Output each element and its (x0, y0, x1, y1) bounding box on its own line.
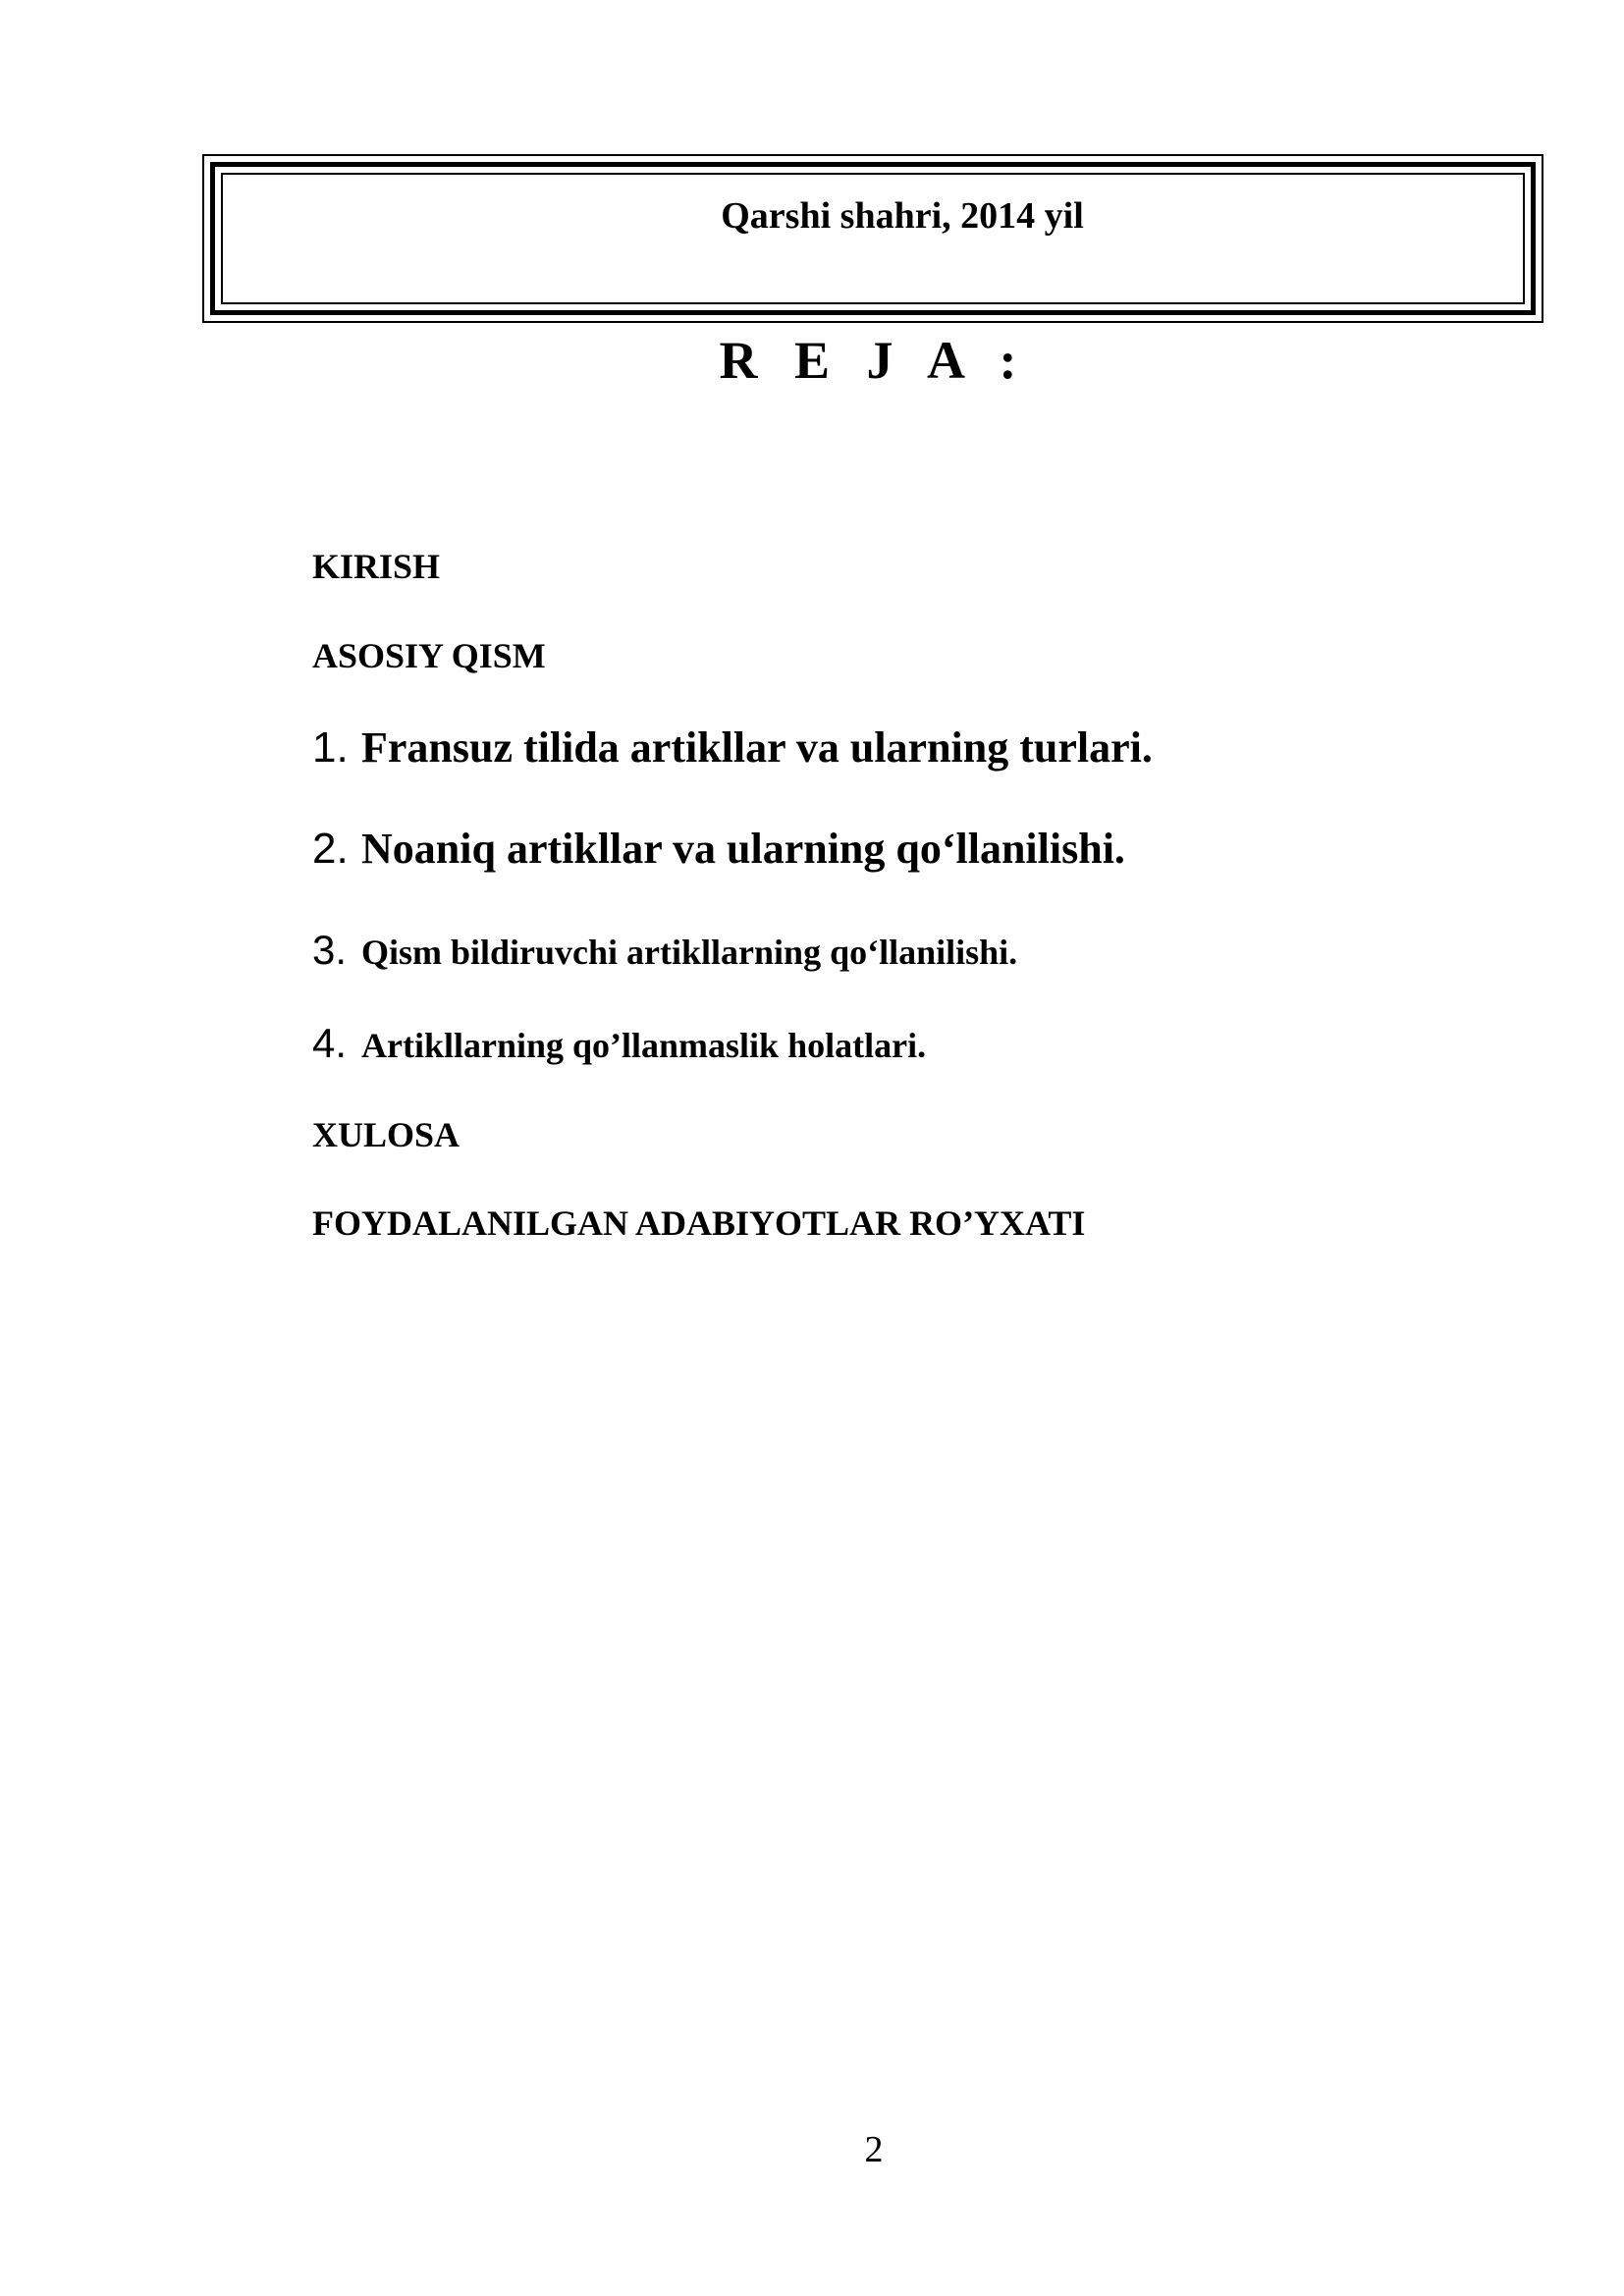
header-frame (202, 154, 1543, 323)
plan-title: R E J A : (719, 331, 1029, 390)
header-frame-middle-border (210, 162, 1536, 315)
toc-item-2 (312, 824, 1125, 875)
city-year: Qarshi shahri, 2014 yil (721, 195, 1084, 237)
page-number: 2 (864, 2129, 884, 2170)
toc-item-text: Noaniq artikllar va ularning qo‘llanilishi. (361, 825, 1125, 873)
toc-item-4 (312, 1021, 926, 1068)
toc-intro: KIRISH (312, 547, 441, 586)
header-frame-inner-border (221, 173, 1525, 304)
toc-item-text: Artikllarning qo’llanmaslik holatlari. (361, 1026, 927, 1065)
toc-item-3 (312, 928, 1017, 975)
toc-conclusion: XULOSA (312, 1115, 460, 1154)
toc-item-number: 3. (312, 927, 348, 973)
toc-main-part: ASOSIY QISM (312, 636, 546, 675)
toc-item-number: 2. (312, 825, 349, 873)
toc-item-1 (312, 722, 1153, 774)
toc-item-text: Fransuz tilida artikllar va ularning turlari. (361, 723, 1153, 772)
toc-item-number: 4. (312, 1020, 348, 1066)
toc-item-text: Qism bildiruvchi artikllarning qo‘llanilishi. (361, 933, 1018, 972)
toc-references: FOYDALANILGAN ADABIYOTLAR RO’YXATI (312, 1203, 1086, 1243)
toc-item-number: 1. (312, 723, 349, 772)
